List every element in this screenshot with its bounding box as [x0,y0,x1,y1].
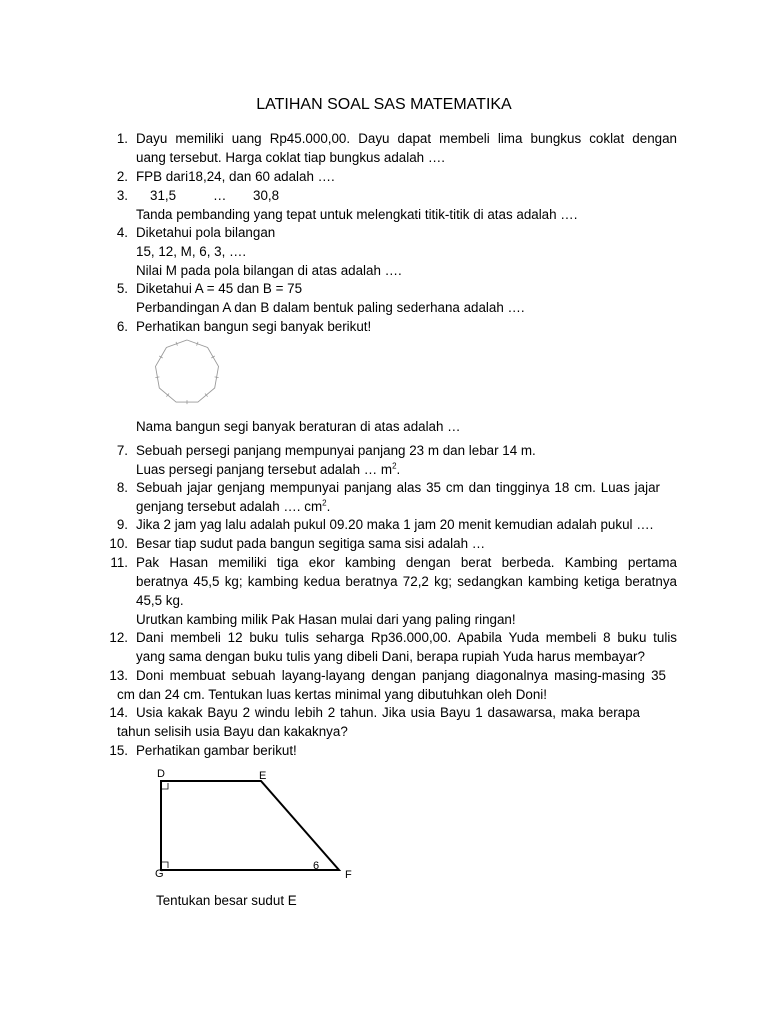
question-4-line-1: Diketahui pola bilangan [136,225,276,240]
question-15-line-1: Perhatikan gambar berikut! [136,743,297,758]
question-7-line-2-text: Luas persegi panjang tersebut adalah … m [136,462,393,477]
question-2-line-1: FPB dari18,24, dan 60 adalah …. [136,169,335,184]
question-14-line-1: Usia kakak Bayu 2 windu lebih 2 tahun. Jika usia Bayu 1 dasawarsa, maka berapa [136,705,640,720]
question-10-line-1: Besar tiap sudut pada bangun segitiga sama sisi adalah … [136,536,486,551]
question-8-number: 8. [116,480,128,495]
question-1-line-1: Dayu memiliki uang Rp45.000,00. Dayu dapat membeli lima bungkus coklat dengan [136,131,677,146]
question-11-line-2: beratnya 45,5 kg; kambing kedua beratnya 72,2 kg; sedangkan kambing ketiga beratnya [136,574,677,589]
question-8-line-2 [136,497,330,516]
question-4-line-2: 15, 12, M, 6, 3, …. [136,244,247,259]
question-14-number: 14. [109,705,128,720]
question-7-line-1: Sebuah persegi panjang mempunyai panjang 23 m dan lebar 14 m. [136,443,536,458]
question-8-line-2-text: genjang tersebut adalah …. cm [136,499,323,514]
question-13-number: 13. [109,668,128,683]
vertex-label-d: D [157,768,165,780]
vertex-label-e: E [259,770,267,782]
question-7-line-2 [136,460,400,479]
nonagon-tick [215,377,219,378]
question-4-number: 4. [116,225,128,240]
question-1-line-2: uang tersebut. Harga coklat tiap bungkus adalah …. [136,150,445,165]
nonagon-figure [148,338,226,406]
question-6-number: 6. [116,319,128,334]
trapezoid-figure [148,762,368,886]
nonagon-tick [155,377,159,378]
question-1-number: 1. [116,131,128,146]
angle-mark-label: 6 [313,860,320,872]
question-11-line-3: 45,5 kg. [136,593,184,608]
page-title: LATIHAN SOAL SAS MATEMATIKA [256,96,512,113]
question-12-line-2: yang sama dengan buku tulis yang dibeli Dani, berapa rupiah Yuda harus membayar? [136,649,645,664]
question-7-period: . [396,462,401,477]
vertex-label-f: F [345,869,352,881]
question-2-number: 2. [116,169,128,184]
question-12-number: 12. [109,630,128,645]
question-9-line-1: Jika 2 jam yag lalu adalah pukul 09.20 maka 1 jam 20 menit kemudian adalah pukul …. [136,517,654,532]
question-5-line-2: Perbandingan A dan B dalam bentuk paling sederhana adalah …. [136,300,525,315]
question-3-number: 3. [116,188,128,203]
question-8-superscript: 2 [322,498,327,508]
question-11-line-1: Pak Hasan memiliki tiga ekor kambing dengan berat berbeda. Kambing pertama [136,555,677,570]
question-15-number: 15. [109,743,128,758]
vertex-label-g: G [155,868,164,880]
question-13-line-2: cm dan 24 cm. Tentukan luas kertas minimal yang dibutuhkan oleh Doni! [117,687,547,702]
question-5-line-1: Diketahui A = 45 dan B = 75 [136,281,303,296]
question-13-line-1: Doni membuat sebuah layang-layang dengan panjang diagonalnya masing-masing 35 [136,668,666,683]
question-11-line-4: Urutkan kambing milik Pak Hasan mulai dari yang paling ringan! [136,612,516,627]
question-6-line-1: Perhatikan bangun segi banyak berikut! [136,319,372,334]
question-12-line-1: Dani membeli 12 buku tulis seharga Rp36.000,00. Apabila Yuda membeli 8 buku tulis [136,630,677,645]
question-7-superscript: 2 [392,461,397,471]
question-4-line-3: Nilai M pada pola bilangan di atas adalah …. [136,263,402,278]
question-8-line-1: Sebuah jajar genjang mempunyai panjang alas 35 cm dan tingginya 18 cm. Luas jajar [136,480,660,495]
question-14-line-2: tahun selisih usia Bayu dan kakaknya? [117,724,348,739]
question-9-number: 9. [116,517,128,532]
question-8-period: . [326,499,331,514]
question-10-number: 10. [109,536,128,551]
question-6-line-2: Nama bangun segi banyak beraturan di atas adalah … [136,419,461,434]
question-15-line-2: Tentukan besar sudut E [156,893,297,908]
question-3-value-right: 30,8 [253,188,280,203]
question-3-value-left: 31,5 [150,188,177,203]
nonagon-shape [156,340,219,402]
question-7-number: 7. [116,443,128,458]
question-3-line-2: Tanda pembanding yang tepat untuk melengkati titik-titik di atas adalah …. [136,207,578,222]
question-5-number: 5. [116,281,128,296]
nonagon-tick-marks [155,342,218,404]
question-3-blank: … [213,188,227,203]
question-11-number: 11. [110,555,128,570]
trapezoid-shape [161,781,339,870]
right-angle-mark-d [162,783,168,789]
